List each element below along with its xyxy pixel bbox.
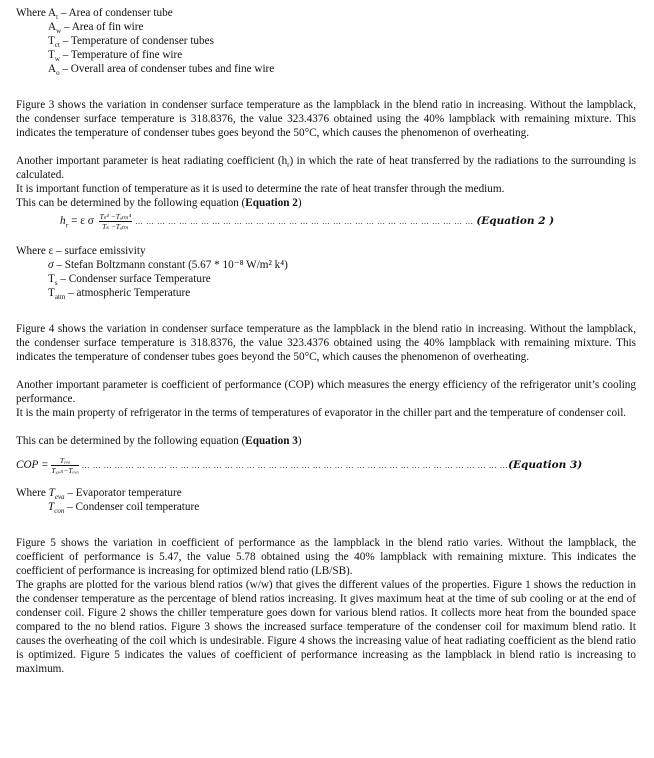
eq2-lhs: h — [60, 215, 66, 228]
where-line-temp-fine-wire: $T_w$ – Temperature of fine wire — [48, 49, 183, 64]
paragraph-cop: Another important parameter is coefficient of performance (COP) which measures the energy efficiency of the refrigerator unit’s cooling performance. — [16, 379, 636, 405]
where-line-area-fin-wire: $A_w$ – Area of fin wire — [48, 21, 144, 36]
eq3-fraction: $\frac{\text{Tₑᵥₐ}}{\text{T꜀ₒₙ−Tₑᵥₐ}}$ — [51, 456, 79, 475]
paragraph-cop-property: It is the main property of refrigerator in the terms of temperatures of evaporator in the chiller part and the temperature of condenser coil. — [16, 407, 627, 419]
where-line-condenser-surface-temp: $T_s$ – Condenser surface Temperature — [48, 273, 211, 288]
eq2-label: (Equation 2 ) — [476, 215, 555, 228]
equation-2: $h_r = \varepsilon$ σ $\frac{\text{Tₛ⁴ −Tₐₜₘ⁴}}{\text{Tₛ −Tₐₜₘ}}$ … … … … … … … … … … … … … … … … … … … … … … … … … … … … … … … (Equation 2 ) — [60, 212, 555, 231]
where-line-overall-area: $A_o$ – Overall area of condenser tubes and fine wire — [48, 63, 275, 78]
eq3-label: (Equation 3) — [508, 459, 583, 472]
paragraph-figure-3: Figure 3 shows the variation in condenser surface temperature as the lampblack in the blend ratio in increasing. Without the lampblack, the condenser surface temperature is 318.8376, the value 323.4376 obtained using the 40% lampblack with remaining mixture. This indicates the temperature of condenser tubes goes beyond the 50°C, which causes the phenomenon of overheating. — [16, 99, 636, 139]
document-page — [16, 6, 636, 676]
paragraph-summary: The graphs are plotted for the various blend ratios (w/w) that gives the different values of the properties. Figure 1 shows the reduction in the condenser temperature as the percentage of blend ratios increasing. It gives maximum heat at the time of sub cooling or at the end of condenser coil. Figure 2 shows the chiller temperature goes down for various blend ratios. It collects more heat from the bounded space compared to the no blend ratios. Figure 3 shows the increased surface temperature of the condenser coil for maximum blend ratio. It causes the overheating of the coil which is undesirable. Figure 4 shows the increasing value of heat radiating coefficient as the blend ratio is optimized. Figure 5 indicates the values of coefficient of performance increasing as the lampblack in blend ratio is increasing to maximum. — [16, 579, 636, 675]
where-line-atmospheric-temp: $T_{atm}$ – atmospheric Temperature — [48, 287, 191, 302]
paragraph-heat-radiating-coefficient: Another important parameter is heat radiating coefficient $(h_r)$ in which the rate of heat transferred by the radiations to the surrounding is calculated. — [16, 155, 636, 181]
eq3-lhs: COP = — [16, 459, 49, 472]
where-line-temp-condenser-tubes: $T_{ct}$ – Temperature of condenser tubes — [48, 35, 214, 50]
equation-3-intro: This can be determined by the following equation (Equation 3) — [16, 435, 302, 447]
where-line-condenser-coil-temp: $T_{con}$ – Condenser coil temperature — [48, 501, 200, 516]
paragraph-figure-5: Figure 5 shows the variation in coefficient of performance as the lampblack in the blend ratio varies. Without the lampblack, the coefficient of performance is 5.47, the value 5.78 obtained using the 40% lampblack with remaining mixture. This indicates the coefficient of performance is increasing for optimized blend ratio (LB/SB). — [16, 537, 636, 577]
eq2-epsilon-sigma: = ε σ — [68, 215, 94, 228]
eq2-fraction: $\frac{\text{Tₛ⁴ −Tₐₜₘ⁴}}{\text{Tₛ −Tₐₜₘ}}$ — [99, 212, 132, 231]
where-line-area-condenser-tube: Where $A_t$ – Area of condenser tube — [16, 7, 173, 22]
eq2-leader-dots: … … … … … … … … … … … … … … … … … … … … … … … … … … … … … … … — [135, 217, 474, 227]
paragraph-figure-4: Figure 4 shows the variation in condenser surface temperature as the lampblack in the blend ratio in increasing. Without the lampblack, the condenser surface temperature is 318.8376, the value 323.4376 obtained using the 40% lampblack with remaining mixture. This indicates the temperature of condenser tubes goes beyond the 50°C, which causes the phenomenon of overheating. — [16, 323, 636, 363]
where-line-stefan-boltzmann: σ – Stefan Boltzmann constant (5.67 * 10⁻⁸ W/m² k⁴) — [48, 259, 288, 271]
equation-3 — [16, 448, 636, 478]
eq3-leader-dots: … … … … … … … … … … … … … … … … … … … … … … … … … … … … … … … … … … … … … … … — [81, 461, 509, 471]
paragraph-temperature-function: It is important function of temperature as it is used to determine the rate of heat transfer through the medium. — [16, 183, 505, 195]
equation-2-intro: This can be determined by the following equation (Equation 2) — [16, 197, 302, 209]
where-line-evaporator-temp: Where $T_{eva}$ – Evaporator temperature — [16, 487, 182, 502]
where-line-surface-emissivity: Where ε – surface emissivity — [16, 245, 146, 257]
